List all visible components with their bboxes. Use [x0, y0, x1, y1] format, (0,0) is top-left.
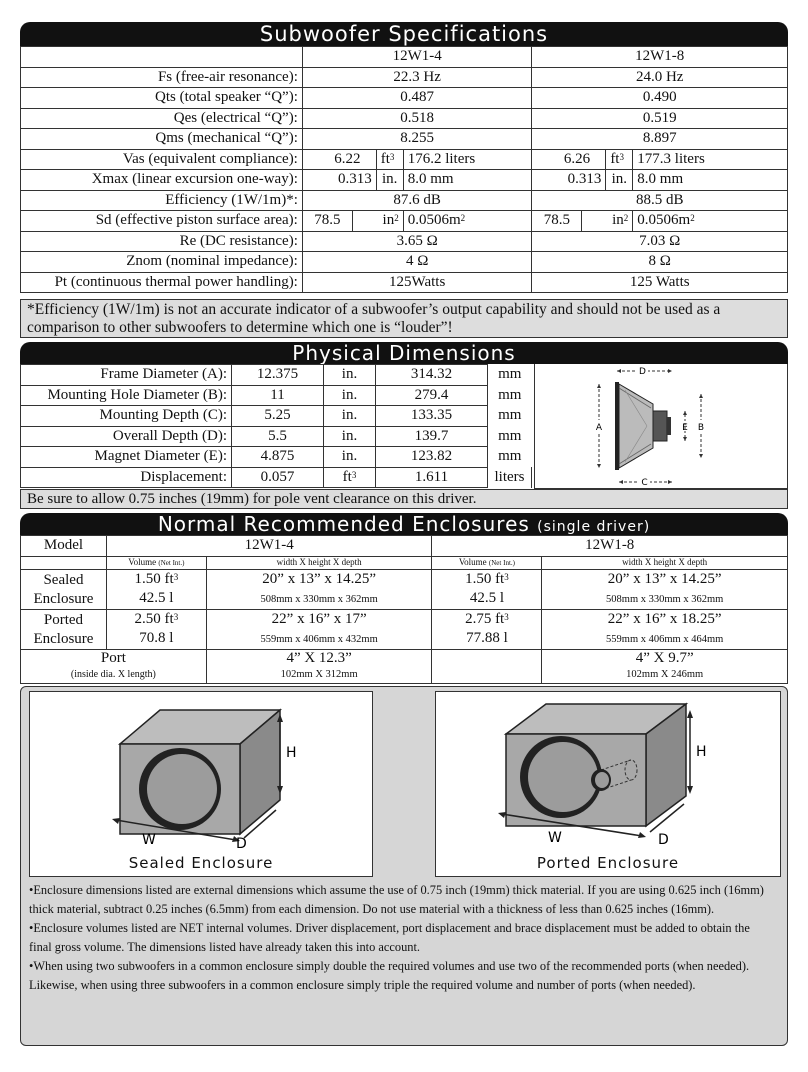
spec-value: 0.0506 [407, 212, 449, 229]
efficiency-footnote: *Efficiency (1W/1m) is not an accurate indicator of a subwoofer’s output capability and should not be used as a comparison to other subwoofers to determine which one is “louder”! [20, 299, 788, 338]
sealed-caption: Sealed Enclosure [128, 854, 274, 872]
dim-label: Frame Diameter (A): [21, 365, 232, 386]
size-header: width X height X depth [542, 556, 788, 569]
spec-value: 125 Watts [532, 272, 788, 293]
dim-value-in: 5.25 [232, 406, 324, 427]
dim-value-in: 5.5 [232, 426, 324, 447]
spec-label: Znom (nominal impedance): [21, 252, 303, 273]
dim-value-mm: 279.4 [376, 385, 488, 406]
dim-unit: mm [498, 407, 522, 424]
dim-row [21, 406, 532, 427]
specs-model-row [21, 47, 788, 68]
dim-unit: in. [324, 447, 376, 468]
dim-label-b: B [697, 423, 705, 433]
enclosures-header [20, 513, 788, 535]
dim-unit: in. [324, 406, 376, 427]
dim-value-liters: 1.611 [376, 467, 488, 488]
spec-value: 22.3 Hz [302, 67, 532, 88]
spec-value: 8.897 [532, 129, 788, 150]
unit-in2: in [612, 212, 624, 229]
dims-header [20, 342, 788, 364]
dim-label: Displacement: [21, 467, 232, 488]
spec-value: 0.0506 [637, 212, 679, 229]
dim-value-in: 11 [232, 385, 324, 406]
spec-label: Fs (free-air resonance): [21, 67, 303, 88]
spec-row [21, 108, 788, 129]
dims-diagram-box [534, 364, 788, 489]
dim-unit: ft [342, 468, 352, 485]
size-inches: 22” x 16” x 17” [271, 610, 367, 627]
spec-label: Qms (mechanical “Q”): [21, 129, 303, 150]
ported-label: Ported Enclosure [21, 609, 107, 649]
spec-value: 6.22 [334, 150, 361, 167]
size-header: width X height X depth [206, 556, 432, 569]
dim-label-a: A [595, 423, 603, 433]
ported-caption: Ported Enclosure [536, 854, 680, 872]
fig-label-h: H [696, 744, 707, 760]
spec-row [21, 129, 788, 150]
spec-value: 8.0 mm [633, 170, 788, 191]
dim-row [21, 365, 532, 386]
spec-label: Re (DC resistance): [21, 231, 303, 252]
fig-label-w: W [548, 830, 562, 846]
spec-value: 7.03 Ω [532, 231, 788, 252]
spec-value: 0.487 [302, 88, 532, 109]
port-size-mm: 102mm X 312mm [280, 668, 358, 680]
dim-unit: mm [498, 386, 522, 403]
note-paragraph: •Enclosure volumes listed are NET internal volumes. Driver displacement, port displacement and brace displacement must be added to obtain the final gross volume. The dimensions listed have already taken this into account. [29, 921, 750, 954]
dim-unit: mm [488, 365, 532, 386]
spec-value: 78.5 [302, 211, 352, 232]
dim-label: Magnet Diameter (E): [21, 447, 232, 468]
fig-label-w: W [142, 832, 156, 848]
port-size-inches: 4” X 12.3” [286, 649, 352, 666]
ported-box-drawing [436, 692, 780, 852]
spec-row [21, 231, 788, 252]
spec-label: Qts (total speaker “Q”): [21, 88, 303, 109]
spec-value: 4 Ω [302, 252, 532, 273]
enclosures-subtitle: (single driver) [537, 519, 651, 535]
volume-ft: 1.50 ft [134, 571, 174, 587]
spec-value: 125Watts [302, 272, 532, 293]
volume-ft: 2.75 ft [465, 611, 505, 627]
enclosure-notes [29, 881, 773, 995]
spec-row-xmax [21, 170, 788, 191]
spec-value: 177.3 liters [633, 149, 788, 170]
dim-unit: in. [324, 385, 376, 406]
dim-value-mm: 123.82 [376, 447, 488, 468]
dim-unit: mm [498, 427, 522, 444]
spec-row [21, 252, 788, 273]
dims-table [20, 364, 532, 488]
sealed-row: Sealed Enclosure 1.50 $ft^3$ 42.5 l 20” x 13” x 14.25” 508mm x 330mm x 362mm 1.50 $ft^3$ 42.5 l 20” x 13” x 14.25” 508mm x 330mm x 362mm [21, 569, 788, 609]
spec-value: 0.519 [532, 108, 788, 129]
port-size-inches: 4” X 9.7” [635, 649, 694, 666]
size-mm: 508mm x 330mm x 362mm [260, 593, 378, 605]
dim-value-mm: 133.35 [376, 406, 488, 427]
size-inches: 20” x 13” x 14.25” [607, 570, 722, 587]
spec-label: Efficiency (1W/1m)*: [21, 190, 303, 211]
unit-in: in. [376, 170, 403, 191]
dim-value-mm: 314.32 [376, 365, 488, 386]
enc-model-12w1-8: 12W1-8 [432, 536, 788, 557]
spec-label: Xmax (linear excursion one-way): [21, 170, 303, 191]
driver-side-diagram [535, 364, 787, 488]
sealed-figure [29, 691, 373, 877]
pole-vent-note: Be sure to allow 0.75 inches (19mm) for pole vent clearance on this driver. [20, 489, 788, 509]
figures-panel [20, 686, 788, 1046]
spec-value: 0.313 [302, 170, 376, 191]
sealed-box-drawing [30, 692, 372, 852]
port-label: Port (inside dia. X length) [21, 649, 207, 683]
fig-label-h: H [286, 745, 297, 761]
dim-label: Mounting Hole Diameter (B): [21, 385, 232, 406]
dim-value-ft: 0.057 [232, 467, 324, 488]
unit-m2: m [448, 212, 461, 229]
dim-label-e: E [682, 423, 688, 433]
spec-row-sd: Sd (effective piston surface area): 78.5 $in^2$ $0.0506m^2$ 78.5 $in^2$ $0.0506m^2$ [21, 211, 788, 232]
specs-header [20, 22, 788, 46]
specs-table [20, 46, 788, 293]
ported-row: Ported Enclosure 2.50 $ft^3$ 70.8 l 22” x 16” x 17” 559mm x 406mm x 432mm 2.75 $ft^3$ 77.88 l 22” x 16” x 18.25” 559mm x 406mm x 464mm [21, 609, 788, 649]
spec-value: 0.313 [532, 170, 606, 191]
spec-value: 176.2 liters [403, 149, 532, 170]
volume-liters: 42.5 l [469, 590, 504, 606]
spec-value: 8 Ω [532, 252, 788, 273]
spec-label: Sd (effective piston surface area): [21, 211, 303, 232]
enc-model-12w1-4: 12W1-4 [106, 536, 432, 557]
volume-header: Volume (Net Int.) [432, 556, 542, 569]
dim-row [21, 385, 532, 406]
volume-ft: 2.50 ft [134, 611, 174, 627]
spec-value: 87.6 dB [302, 190, 532, 211]
dim-label-c: C [641, 478, 648, 488]
model-12w1-8-header: 12W1-8 [532, 47, 788, 68]
dim-row [21, 447, 532, 468]
spec-label: Qes (electrical “Q”): [21, 108, 303, 129]
port-size-mm: 102mm X 246mm [626, 668, 704, 680]
dim-value-in: 4.875 [232, 447, 324, 468]
note-paragraph: •Enclosure dimensions listed are external dimensions which assume the use of 0.75 inch (19mm) thick material. If you are using 0.625 inch (16mm) thick material, subtract 0.25 inches (6.5mm) from each dimension. Do not use material with a thickness of less than 0.625 inches (16mm). [29, 883, 764, 916]
volume-liters: 70.8 l [139, 630, 174, 646]
spec-row [21, 272, 788, 293]
size-mm: 559mm x 406mm x 464mm [606, 633, 724, 645]
spec-label: Vas (equivalent compliance): [21, 149, 303, 170]
dim-unit: liters [488, 467, 532, 488]
spec-value: 8.0 mm [403, 170, 532, 191]
dim-row [21, 426, 532, 447]
model-12w1-4-header: 12W1-4 [302, 47, 532, 68]
unit-ft: ft [610, 150, 620, 167]
dim-value-mm: 139.7 [376, 426, 488, 447]
enclosures-table [20, 535, 788, 684]
spec-label: Pt (continuous thermal power handling): [21, 272, 303, 293]
volume-liters: 77.88 l [466, 630, 508, 646]
enclosures-title: Normal Recommended Enclosures [157, 512, 530, 536]
specs-title: Subwoofer Specifications [259, 22, 549, 46]
size-inches: 22” x 16” x 18.25” [607, 610, 722, 627]
spec-value: 24.0 Hz [532, 67, 788, 88]
fig-label-d: D [236, 836, 247, 852]
spec-row [21, 67, 788, 88]
spec-value: 78.5 [532, 211, 582, 232]
dim-value-in: 12.375 [232, 365, 324, 386]
spec-value: 6.26 [563, 150, 591, 167]
spec-value: 0.518 [302, 108, 532, 129]
spec-row [21, 88, 788, 109]
note-paragraph: •When using two subwoofers in a common enclosure simply double the required volumes and use two of the recommended ports (when needed). Likewise, when using three subwoofers in a common enclosure simply triple the required volume and number of ports (when needed). [29, 959, 750, 992]
volume-ft: 1.50 ft [465, 571, 505, 587]
ported-figure [435, 691, 781, 877]
unit-in: in. [606, 170, 633, 191]
port-row [21, 649, 788, 683]
spec-row [21, 190, 788, 211]
spec-value: 88.5 dB [532, 190, 788, 211]
sealed-label: Sealed Enclosure [21, 569, 107, 609]
size-mm: 508mm x 330mm x 362mm [606, 593, 724, 605]
spec-value: 3.65 Ω [302, 231, 532, 252]
spec-value: 8.255 [302, 129, 532, 150]
unit-ft: ft [380, 150, 390, 167]
unit-m2: m [678, 212, 691, 229]
size-mm: 559mm x 406mm x 432mm [260, 633, 378, 645]
spec-row-vas: Vas (equivalent compliance): 6.22 $ft^3$ 176.2 liters 6.26 $ft^3$ 177.3 liters [21, 149, 788, 170]
dim-unit: in. [324, 365, 376, 386]
dim-label-d: D [639, 367, 646, 377]
unit-in2: in [382, 212, 395, 229]
volume-header: Volume (Net Int.) [106, 556, 206, 569]
dim-label: Overall Depth (D): [21, 426, 232, 447]
dim-unit: in. [324, 426, 376, 447]
size-inches: 20” x 13” x 14.25” [262, 570, 377, 587]
dims-title: Physical Dimensions [292, 341, 516, 365]
dim-row-displacement: Displacement: 0.057 $ft^3$ 1.611 liters [21, 467, 532, 488]
dim-unit: mm [498, 448, 522, 465]
dim-label: Mounting Depth (C): [21, 406, 232, 427]
model-label: Model [21, 536, 107, 557]
volume-liters: 42.5 l [139, 590, 174, 606]
spec-value: 0.490 [532, 88, 788, 109]
fig-label-d: D [658, 832, 669, 848]
